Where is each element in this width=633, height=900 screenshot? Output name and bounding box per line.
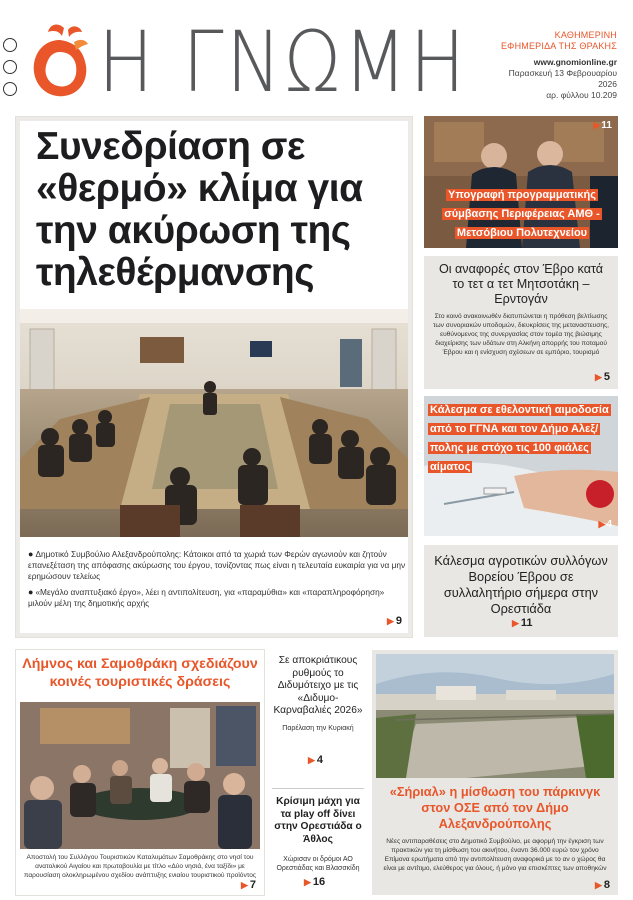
lemnos-body: Αποστολή του Συλλόγου Τουριστικών Καταλυμάτων Σαμοθράκης στο νησί του ανατολικού Αιγαίου και πρωτοβουλία με τίτλο «Δύο νησιά, ένα ταξίδι» με παρουσίαση ολοκληρωμένου σχεδίου ανάπτυξης ενιαίου τουριστικού προϊόντος: [23, 854, 257, 879]
arrow-right-icon: ▶: [512, 618, 519, 628]
carnival-sub: Παρέλαση την Κυριακή: [282, 725, 354, 732]
arrow-right-icon: ▶: [594, 880, 602, 890]
blood-caption-wrap: [428, 400, 614, 476]
lemnos-photo[interactable]: [20, 702, 260, 849]
tagline-daily: ΚΑΘΗΜΕΡΙΝΗ: [554, 30, 617, 40]
main-headline[interactable]: Συνεδρίαση σε «θερμό» κλίμα για την ακύρωση της τηλεθέρμανσης: [36, 125, 363, 294]
arrow-right-icon: ▶: [308, 755, 315, 765]
mitsotakis-headline[interactable]: Οι αναφορές στον Έβρο κατά το τετ α τετ Μητσοτάκη – Ερντογάν: [438, 262, 604, 306]
bullet-dot-icon: ●: [28, 587, 34, 597]
agreement-caption[interactable]: Υπογραφή προγραμματικής σύμβασης Περιφέρειας ΑΜΘ - Μετσόβιου Πολυτεχνείου: [444, 189, 600, 239]
arrow-right-icon: ▶: [386, 616, 394, 626]
main-bullet-1: ● Δημοτικό Συμβούλιο Αλεξανδρούπολης: Κάτοικοι από τα χωριά των Φερών αγωνιούν και ζητούν επανεξέταση της απόφασης ακύρωσης του έργου, τονίζοντας πως είναι η τελευταία ευκαιρία για να μην ερημώσουν τελείως: [28, 549, 406, 581]
story-blood-donation[interactable]: [424, 396, 618, 536]
parking-body: Νέες αντιπαραθέσεις στο Δημοτικό Συμβούλιο, με αφορμή την έγκριση των πρακτικών για τη μίσθωση του ακινήτου, έναντι 36.000 ευρώ τον χρόνο Επίμονα ερωτήματα από την αντιπολίτευση αναφορικά με το αν ο χώρος θα είναι με αντίτιμο, ελεύθερος για όλους, ή μόνο για επισκέπτες των αποθηκών: [383, 838, 607, 872]
arrow-right-icon: ▶: [593, 120, 601, 130]
arrow-right-icon: ▶: [598, 519, 606, 529]
issue-date: Παρασκευή 13 Φεβρουαρίου: [508, 68, 617, 78]
tagline-region: ΕΦΗΜΕΡΙΔΑ ΤΗΣ ΘΡΑΚΗΣ: [500, 41, 617, 51]
story-farmers-rally[interactable]: [424, 545, 618, 637]
arrow-right-icon: ▶: [240, 880, 248, 890]
masthead-title: Η ΓΝΩΜΗ: [98, 13, 468, 111]
website-link[interactable]: www.gnomionline.gr: [533, 57, 617, 67]
council-meeting-illustration: [20, 309, 408, 537]
issue-number: αρ. φύλλου 10.209: [546, 90, 617, 100]
story-ose-parking[interactable]: [372, 650, 618, 895]
parking-page-ref[interactable]: ▶ 8: [594, 879, 610, 891]
agreement-caption-wrap: [428, 185, 616, 242]
parking-photo[interactable]: [376, 654, 614, 778]
press-association-icon: [3, 60, 17, 74]
blood-page-ref[interactable]: ▶4: [598, 519, 612, 530]
lemnos-page-ref[interactable]: ▶ 7: [240, 879, 256, 891]
mitsotakis-page-ref[interactable]: ▶ 5: [594, 371, 610, 383]
farmers-headline[interactable]: Κάλεσμα αγροτικών συλλόγων Βορείου Έβρου σε συλλαλητήριο σήμερα στην Ορεστιάδα: [434, 553, 608, 616]
certification-icon: [3, 82, 17, 96]
carnival-page-ref[interactable]: ▶ 4: [308, 754, 324, 766]
masthead-side-icons: [3, 38, 19, 104]
logo-bird-icon: [28, 22, 92, 102]
story-agreement-signing[interactable]: [424, 116, 618, 248]
council-meeting-photo[interactable]: [20, 309, 408, 537]
parking-headline[interactable]: «Σήριαλ» η μίσθωση του πάρκινγκ στον ΟΣΕ από τον Δήμο Αλεξανδρούπολης: [389, 784, 601, 831]
middle-briefs: [270, 650, 366, 895]
main-story[interactable]: [16, 117, 412, 637]
story-lemnos-samothrace[interactable]: [16, 650, 264, 895]
masthead: [0, 0, 633, 112]
arrow-right-icon: ▶: [304, 877, 311, 887]
parking-lot-illustration: [376, 654, 614, 778]
athlos-page-ref[interactable]: ▶ 16: [304, 876, 326, 888]
agreement-page-ref[interactable]: ▶11: [593, 120, 612, 131]
mitsotakis-body: Στο κοινό ανακοινωθέν διατυπώνεται η πρόθεση βελτίωσης των συνοριακών υποδομών, διευκρίσεις της μεταναστευσης, ευθύνομενος της συνεργασίας στον τομέα της βιώσιμης διαχείρισης των υδάτων στη Αλκήνη απορρής του ποταμού Έβρου και η ενίσχυση σχέσεων σε εμπόριο, τουρισμό: [432, 313, 610, 356]
issue-year: 2026: [598, 79, 617, 89]
brief-divider: [272, 788, 364, 789]
athlos-headline[interactable]: Κρίσιμη μάχη για τα play off δίνει στην Ορεστιάδα ο Άθλος: [274, 796, 362, 845]
lemnos-meeting-illustration: [20, 702, 260, 849]
arrow-right-icon: ▶: [594, 372, 602, 382]
masthead-info: [501, 30, 617, 101]
blood-caption[interactable]: Κάλεσμα σε εθελοντική αιμοδοσία από το ΓΓΝΑ και τον Δήμο Αλεξ/πολης με στόχο τις 100 φιάλες αίματος: [430, 404, 609, 473]
main-story-bullets: [28, 549, 406, 614]
organization-badge-icon: [3, 38, 17, 52]
carnival-headline[interactable]: Σε αποκριάτικους ρυθμούς το Διδυμότειχο με τις «Διδυμο-Καρναβαλιές 2026»: [273, 655, 363, 716]
story-mitsotakis-erdogan[interactable]: [424, 256, 618, 389]
lemnos-headline[interactable]: Λήμνος και Σαμοθράκη σχεδιάζουν κοινές τουριστικές δράσεις: [22, 656, 258, 690]
main-bullet-2: ● «Μεγάλο αναπτυξιακό έργο», λέει η αντιπολίτευση, για «παραμύθια» και «παραπληροφόρηση» μιλούν μέλη της δημοτικής αρχής: [28, 587, 385, 608]
athlos-sub: Χώρισαν οι δρόμοι ΑΟ Ορεστιάδας και Βλασσκίδη: [276, 856, 360, 872]
farmers-page-ref[interactable]: ▶ 11: [512, 617, 533, 629]
bullet-dot-icon: ●: [28, 549, 34, 559]
main-page-ref[interactable]: ▶ 9: [386, 615, 402, 627]
